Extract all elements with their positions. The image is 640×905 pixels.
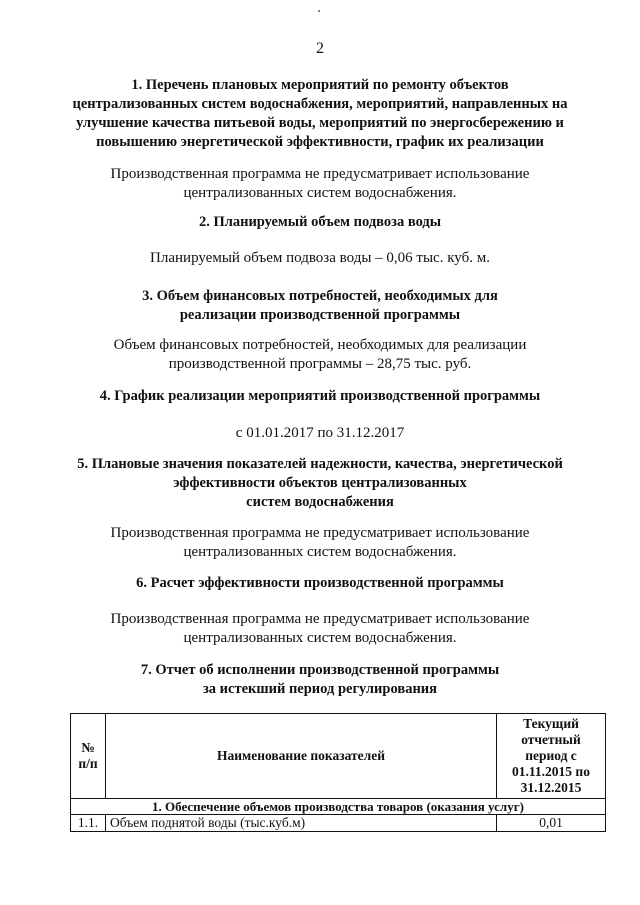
heading-line: 6. Расчет эффективности производственной программы xyxy=(136,575,504,591)
heading-line: 3. Объем финансовых потребностей, необходимых для xyxy=(142,288,498,304)
heading-line: повышению энергетической эффективности, график их реализации xyxy=(96,134,544,150)
header-line: Текущий xyxy=(523,716,579,731)
column-header-name: Наименование показателей xyxy=(106,714,497,799)
heading-line: улучшение качества питьевой воды, мероприятий по энергосбережению и xyxy=(76,115,564,131)
body-line: производственной программы – 28,75 тыс. руб. xyxy=(168,356,472,372)
row-value: 0,01 xyxy=(497,815,606,832)
section-7-heading xyxy=(0,661,640,699)
section-6-body xyxy=(0,610,640,648)
heading-line: эффективности объектов централизованных xyxy=(173,475,467,491)
header-line: 01.11.2015 по xyxy=(512,764,590,779)
body-line: Объем финансовых потребностей, необходимых для реализации xyxy=(113,337,527,353)
header-line: 31.12.2015 xyxy=(520,780,582,795)
header-line: период с xyxy=(525,748,577,763)
column-header-number xyxy=(71,714,106,799)
body-line: централизованных систем водоснабжения. xyxy=(183,185,457,201)
header-line: № xyxy=(81,740,95,755)
heading-line: реализации производственной программы xyxy=(179,307,461,323)
row-name: Объем поднятой воды (тыс.куб.м) xyxy=(106,815,497,832)
heading-line: 7. Отчет об исполнении производственной программы xyxy=(140,662,500,678)
section-1-heading xyxy=(0,76,640,152)
body-line: централизованных систем водоснабжения. xyxy=(183,630,457,646)
heading-line: 5. Плановые значения показателей надежности, качества, энергетической xyxy=(77,456,563,472)
section-5-heading xyxy=(0,455,640,512)
heading-line: систем водоснабжения xyxy=(246,494,394,510)
table-row xyxy=(71,815,606,832)
table-section-row xyxy=(71,799,606,815)
header-line: п/п xyxy=(78,756,98,771)
section-6-heading xyxy=(0,574,640,593)
heading-line: за истекший период регулирования xyxy=(202,681,438,697)
header-line: отчетный xyxy=(521,732,581,747)
body-line: Производственная программа не предусматривает использование xyxy=(110,611,530,627)
heading-line: 1. Перечень плановых мероприятий по ремонту объектов xyxy=(131,77,509,93)
table-header-row xyxy=(71,714,606,799)
heading-line: 4. График реализации мероприятий производственной программы xyxy=(99,388,541,404)
section-4-body xyxy=(0,424,640,443)
page-number: 2 xyxy=(316,40,324,57)
section-3-heading xyxy=(0,287,640,325)
column-header-period xyxy=(497,714,606,799)
scan-speck xyxy=(318,10,320,12)
section-2-heading xyxy=(0,213,640,232)
body-line: с 01.01.2017 по 31.12.2017 xyxy=(235,425,405,441)
body-line: Планируемый объем подвоза воды – 0,06 тыс. куб. м. xyxy=(150,250,490,266)
heading-line: централизованных систем водоснабжения, мероприятий, направленных на xyxy=(72,96,568,112)
row-number: 1.1. xyxy=(71,815,106,832)
body-line: централизованных систем водоснабжения. xyxy=(183,544,457,560)
section-5-body xyxy=(0,524,640,562)
heading-line: 2. Планируемый объем подвоза воды xyxy=(198,214,442,230)
report-table xyxy=(70,713,606,832)
table-section-title: 1. Обеспечение объемов производства товаров (оказания услуг) xyxy=(71,799,606,815)
section-3-body xyxy=(0,336,640,374)
body-line: Производственная программа не предусматривает использование xyxy=(110,525,530,541)
section-4-heading xyxy=(0,387,640,406)
body-line: Производственная программа не предусматривает использование xyxy=(110,166,530,182)
section-2-body xyxy=(0,249,640,268)
section-1-body xyxy=(0,165,640,203)
